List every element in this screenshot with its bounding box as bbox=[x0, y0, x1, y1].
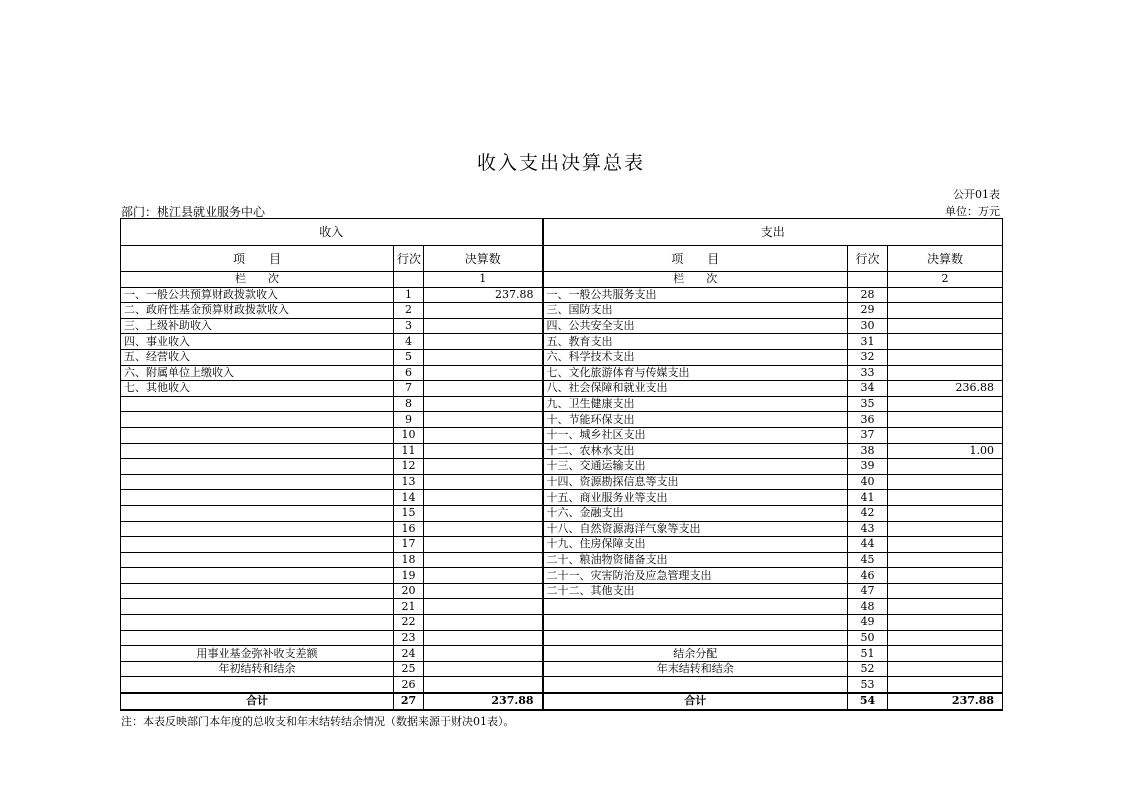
table-row bbox=[121, 427, 1003, 443]
table-row bbox=[121, 490, 1003, 506]
table-row bbox=[121, 443, 1003, 459]
expense-item-cell bbox=[543, 615, 848, 631]
expense-line-cell: 32 bbox=[848, 349, 888, 365]
column-number-row bbox=[121, 272, 1003, 288]
expense-item-cell: 十九、住房保障支出 bbox=[543, 537, 848, 553]
expense-item-cell: 二十、粮油物资储备支出 bbox=[543, 552, 848, 568]
income-item-cell bbox=[121, 568, 394, 584]
table-row bbox=[121, 349, 1003, 365]
table-row bbox=[121, 646, 1003, 662]
income-amount-cell bbox=[424, 365, 543, 381]
table-row bbox=[121, 396, 1003, 412]
income-amount-cell bbox=[424, 490, 543, 506]
income-item-cell bbox=[121, 490, 394, 506]
expense-item-cell: 九、卫生健康支出 bbox=[543, 396, 848, 412]
expense-column-number: 2 bbox=[888, 272, 1003, 288]
expense-column-label: 栏 次 bbox=[543, 272, 848, 288]
income-item-cell bbox=[121, 552, 394, 568]
expense-line-cell: 38 bbox=[848, 443, 888, 459]
expense-line-cell: 53 bbox=[848, 677, 888, 693]
expense-amount-cell bbox=[888, 568, 1003, 584]
expense-amount-cell bbox=[888, 646, 1003, 662]
expense-amount-cell bbox=[888, 412, 1003, 428]
expense-total-label: 合计 bbox=[543, 693, 848, 710]
expense-line-cell: 51 bbox=[848, 646, 888, 662]
expense-line-header: 行次 bbox=[848, 246, 888, 272]
income-item-cell: 四、事业收入 bbox=[121, 334, 394, 350]
expense-item-cell: 六、科学技术支出 bbox=[543, 349, 848, 365]
income-item-cell: 用事业基金弥补收支差额 bbox=[121, 646, 394, 662]
income-amount-cell bbox=[424, 349, 543, 365]
expense-amount-cell bbox=[888, 303, 1003, 319]
expense-line-cell: 40 bbox=[848, 474, 888, 490]
income-amount-cell: 237.88 bbox=[424, 287, 543, 303]
income-line-cell: 20 bbox=[394, 583, 424, 599]
table-row bbox=[121, 459, 1003, 475]
expense-item-cell: 十六、金融支出 bbox=[543, 505, 848, 521]
expense-item-cell bbox=[543, 599, 848, 615]
income-line-cell: 3 bbox=[394, 318, 424, 334]
expense-amount-cell bbox=[888, 287, 1003, 303]
expense-total-amount: 237.88 bbox=[888, 693, 1003, 710]
expense-item-cell: 二十一、灾害防治及应急管理支出 bbox=[543, 568, 848, 584]
income-amount-cell bbox=[424, 334, 543, 350]
unit-label: 单位：万元 bbox=[945, 205, 1000, 218]
table-row bbox=[121, 552, 1003, 568]
expense-line-cell: 28 bbox=[848, 287, 888, 303]
income-line-cell: 4 bbox=[394, 334, 424, 350]
income-item-cell: 七、其他收入 bbox=[121, 381, 394, 397]
income-line-cell: 12 bbox=[394, 459, 424, 475]
income-item-cell: 一、一般公共预算财政拨款收入 bbox=[121, 287, 394, 303]
income-line-cell: 23 bbox=[394, 630, 424, 646]
expense-amount-cell bbox=[888, 427, 1003, 443]
expense-line-cell: 50 bbox=[848, 630, 888, 646]
income-amount-cell bbox=[424, 521, 543, 537]
income-section-header: 收入 bbox=[121, 219, 543, 246]
income-amount-cell bbox=[424, 677, 543, 693]
table-row bbox=[121, 537, 1003, 553]
expense-line-cell: 29 bbox=[848, 303, 888, 319]
expense-item-cell: 十一、城乡社区支出 bbox=[543, 427, 848, 443]
expense-amount-header: 决算数 bbox=[888, 246, 1003, 272]
table-row bbox=[121, 661, 1003, 677]
table-row bbox=[121, 521, 1003, 537]
expense-item-cell: 十三、交通运输支出 bbox=[543, 459, 848, 475]
income-item-cell: 五、经营收入 bbox=[121, 349, 394, 365]
income-item-cell bbox=[121, 615, 394, 631]
expense-total-line: 54 bbox=[848, 693, 888, 710]
income-amount-cell bbox=[424, 303, 543, 319]
expense-line-cell: 44 bbox=[848, 537, 888, 553]
expense-column-blank bbox=[848, 272, 888, 288]
income-amount-cell bbox=[424, 583, 543, 599]
expense-amount-cell bbox=[888, 615, 1003, 631]
expense-item-cell: 十四、资源勘探信息等支出 bbox=[543, 474, 848, 490]
expense-amount-cell bbox=[888, 661, 1003, 677]
income-item-cell: 六、附属单位上缴收入 bbox=[121, 365, 394, 381]
income-line-cell: 10 bbox=[394, 427, 424, 443]
table-row bbox=[121, 412, 1003, 428]
expense-amount-cell bbox=[888, 459, 1003, 475]
income-line-cell: 17 bbox=[394, 537, 424, 553]
expense-line-cell: 52 bbox=[848, 661, 888, 677]
income-item-cell bbox=[121, 396, 394, 412]
income-amount-cell bbox=[424, 537, 543, 553]
expense-item-cell: 年末结转和结余 bbox=[543, 661, 848, 677]
column-header-row bbox=[121, 246, 1003, 272]
expense-amount-cell bbox=[888, 552, 1003, 568]
income-total-amount: 237.88 bbox=[424, 693, 543, 710]
expense-item-cell: 四、公共安全支出 bbox=[543, 318, 848, 334]
expense-amount-cell bbox=[888, 537, 1003, 553]
expense-line-cell: 30 bbox=[848, 318, 888, 334]
income-item-cell bbox=[121, 521, 394, 537]
income-line-cell: 13 bbox=[394, 474, 424, 490]
expense-line-cell: 46 bbox=[848, 568, 888, 584]
expense-amount-cell: 1.00 bbox=[888, 443, 1003, 459]
expense-item-cell bbox=[543, 630, 848, 646]
income-line-cell: 9 bbox=[394, 412, 424, 428]
form-number: 公开01表 bbox=[953, 188, 1000, 201]
income-line-cell: 5 bbox=[394, 349, 424, 365]
income-amount-cell bbox=[424, 474, 543, 490]
income-item-header: 项 目 bbox=[121, 246, 394, 272]
income-amount-header: 决算数 bbox=[424, 246, 543, 272]
income-item-cell bbox=[121, 474, 394, 490]
expense-line-cell: 47 bbox=[848, 583, 888, 599]
income-amount-cell bbox=[424, 427, 543, 443]
income-item-cell bbox=[121, 412, 394, 428]
department-label: 部门：桃江县就业服务中心 bbox=[121, 205, 266, 219]
income-item-cell bbox=[121, 459, 394, 475]
income-line-cell: 22 bbox=[394, 615, 424, 631]
table-note: 注：本表反映部门本年度的总收支和年末结转结余情况（数据来源于财决01表）。 bbox=[121, 715, 515, 728]
income-amount-cell bbox=[424, 443, 543, 459]
expense-amount-cell bbox=[888, 334, 1003, 350]
expense-amount-cell bbox=[888, 677, 1003, 693]
income-line-cell: 8 bbox=[394, 396, 424, 412]
income-item-cell: 年初结转和结余 bbox=[121, 661, 394, 677]
expense-amount-cell bbox=[888, 318, 1003, 334]
table-row bbox=[121, 365, 1003, 381]
income-line-cell: 18 bbox=[394, 552, 424, 568]
income-line-cell: 21 bbox=[394, 599, 424, 615]
total-row bbox=[121, 693, 1003, 710]
page-title: 收入支出决算总表 bbox=[476, 152, 645, 174]
expense-amount-cell bbox=[888, 505, 1003, 521]
income-item-cell: 三、上级补助收入 bbox=[121, 318, 394, 334]
expense-line-cell: 35 bbox=[848, 396, 888, 412]
expense-line-cell: 48 bbox=[848, 599, 888, 615]
expense-item-header: 项 目 bbox=[543, 246, 848, 272]
income-item-cell bbox=[121, 630, 394, 646]
expense-section-header: 支出 bbox=[543, 219, 1003, 246]
income-amount-cell bbox=[424, 381, 543, 397]
table-row bbox=[121, 381, 1003, 397]
expense-amount-cell bbox=[888, 365, 1003, 381]
income-line-header: 行次 bbox=[394, 246, 424, 272]
income-column-label: 栏 次 bbox=[121, 272, 394, 288]
table-row bbox=[121, 334, 1003, 350]
expense-line-cell: 41 bbox=[848, 490, 888, 506]
expense-item-cell: 十八、自然资源海洋气象等支出 bbox=[543, 521, 848, 537]
expense-amount-cell bbox=[888, 583, 1003, 599]
income-amount-cell bbox=[424, 661, 543, 677]
income-amount-cell bbox=[424, 318, 543, 334]
income-total-line: 27 bbox=[394, 693, 424, 710]
expense-item-cell: 十五、商业服务业等支出 bbox=[543, 490, 848, 506]
expense-amount-cell bbox=[888, 630, 1003, 646]
expense-item-cell: 二十二、其他支出 bbox=[543, 583, 848, 599]
income-amount-cell bbox=[424, 615, 543, 631]
expense-item-cell: 三、国防支出 bbox=[543, 303, 848, 319]
income-amount-cell bbox=[424, 646, 543, 662]
income-column-number: 1 bbox=[424, 272, 543, 288]
income-item-cell bbox=[121, 677, 394, 693]
expense-line-cell: 39 bbox=[848, 459, 888, 475]
expense-amount-cell bbox=[888, 490, 1003, 506]
section-header-row bbox=[121, 219, 1003, 246]
expense-amount-cell bbox=[888, 396, 1003, 412]
expense-item-cell: 十二、农林水支出 bbox=[543, 443, 848, 459]
table-row bbox=[121, 630, 1003, 646]
income-item-cell bbox=[121, 583, 394, 599]
income-expense-table bbox=[120, 218, 1003, 711]
income-amount-cell bbox=[424, 552, 543, 568]
expense-line-cell: 42 bbox=[848, 505, 888, 521]
expense-line-cell: 49 bbox=[848, 615, 888, 631]
income-line-cell: 1 bbox=[394, 287, 424, 303]
income-line-cell: 11 bbox=[394, 443, 424, 459]
income-item-cell bbox=[121, 537, 394, 553]
table-row bbox=[121, 287, 1003, 303]
expense-amount-cell bbox=[888, 521, 1003, 537]
income-line-cell: 26 bbox=[394, 677, 424, 693]
expense-line-cell: 33 bbox=[848, 365, 888, 381]
expense-amount-cell bbox=[888, 349, 1003, 365]
income-amount-cell bbox=[424, 599, 543, 615]
expense-item-cell bbox=[543, 677, 848, 693]
income-line-cell: 15 bbox=[394, 505, 424, 521]
expense-line-cell: 45 bbox=[848, 552, 888, 568]
table-row bbox=[121, 318, 1003, 334]
income-line-cell: 16 bbox=[394, 521, 424, 537]
income-line-cell: 24 bbox=[394, 646, 424, 662]
table-row bbox=[121, 474, 1003, 490]
expense-line-cell: 43 bbox=[848, 521, 888, 537]
expense-line-cell: 36 bbox=[848, 412, 888, 428]
income-line-cell: 2 bbox=[394, 303, 424, 319]
income-line-cell: 14 bbox=[394, 490, 424, 506]
income-column-blank bbox=[394, 272, 424, 288]
table-row bbox=[121, 599, 1003, 615]
expense-item-cell: 一、一般公共服务支出 bbox=[543, 287, 848, 303]
income-item-cell bbox=[121, 505, 394, 521]
expense-amount-cell bbox=[888, 599, 1003, 615]
expense-item-cell: 结余分配 bbox=[543, 646, 848, 662]
income-total-label: 合计 bbox=[121, 693, 394, 710]
expense-line-cell: 34 bbox=[848, 381, 888, 397]
income-amount-cell bbox=[424, 412, 543, 428]
income-item-cell bbox=[121, 443, 394, 459]
expense-amount-cell: 236.88 bbox=[888, 381, 1003, 397]
expense-line-cell: 37 bbox=[848, 427, 888, 443]
table-row bbox=[121, 615, 1003, 631]
income-item-cell bbox=[121, 427, 394, 443]
table-row bbox=[121, 677, 1003, 693]
table-row bbox=[121, 303, 1003, 319]
table-row bbox=[121, 583, 1003, 599]
table-row bbox=[121, 568, 1003, 584]
income-line-cell: 19 bbox=[394, 568, 424, 584]
income-item-cell bbox=[121, 599, 394, 615]
income-amount-cell bbox=[424, 459, 543, 475]
income-amount-cell bbox=[424, 396, 543, 412]
table-row bbox=[121, 505, 1003, 521]
income-amount-cell bbox=[424, 568, 543, 584]
income-item-cell: 二、政府性基金预算财政拨款收入 bbox=[121, 303, 394, 319]
expense-item-cell: 十、节能环保支出 bbox=[543, 412, 848, 428]
expense-amount-cell bbox=[888, 474, 1003, 490]
income-line-cell: 6 bbox=[394, 365, 424, 381]
income-line-cell: 7 bbox=[394, 381, 424, 397]
income-amount-cell bbox=[424, 630, 543, 646]
expense-item-cell: 五、教育支出 bbox=[543, 334, 848, 350]
expense-line-cell: 31 bbox=[848, 334, 888, 350]
expense-item-cell: 七、文化旅游体育与传媒支出 bbox=[543, 365, 848, 381]
income-line-cell: 25 bbox=[394, 661, 424, 677]
expense-item-cell: 八、社会保障和就业支出 bbox=[543, 381, 848, 397]
income-amount-cell bbox=[424, 505, 543, 521]
